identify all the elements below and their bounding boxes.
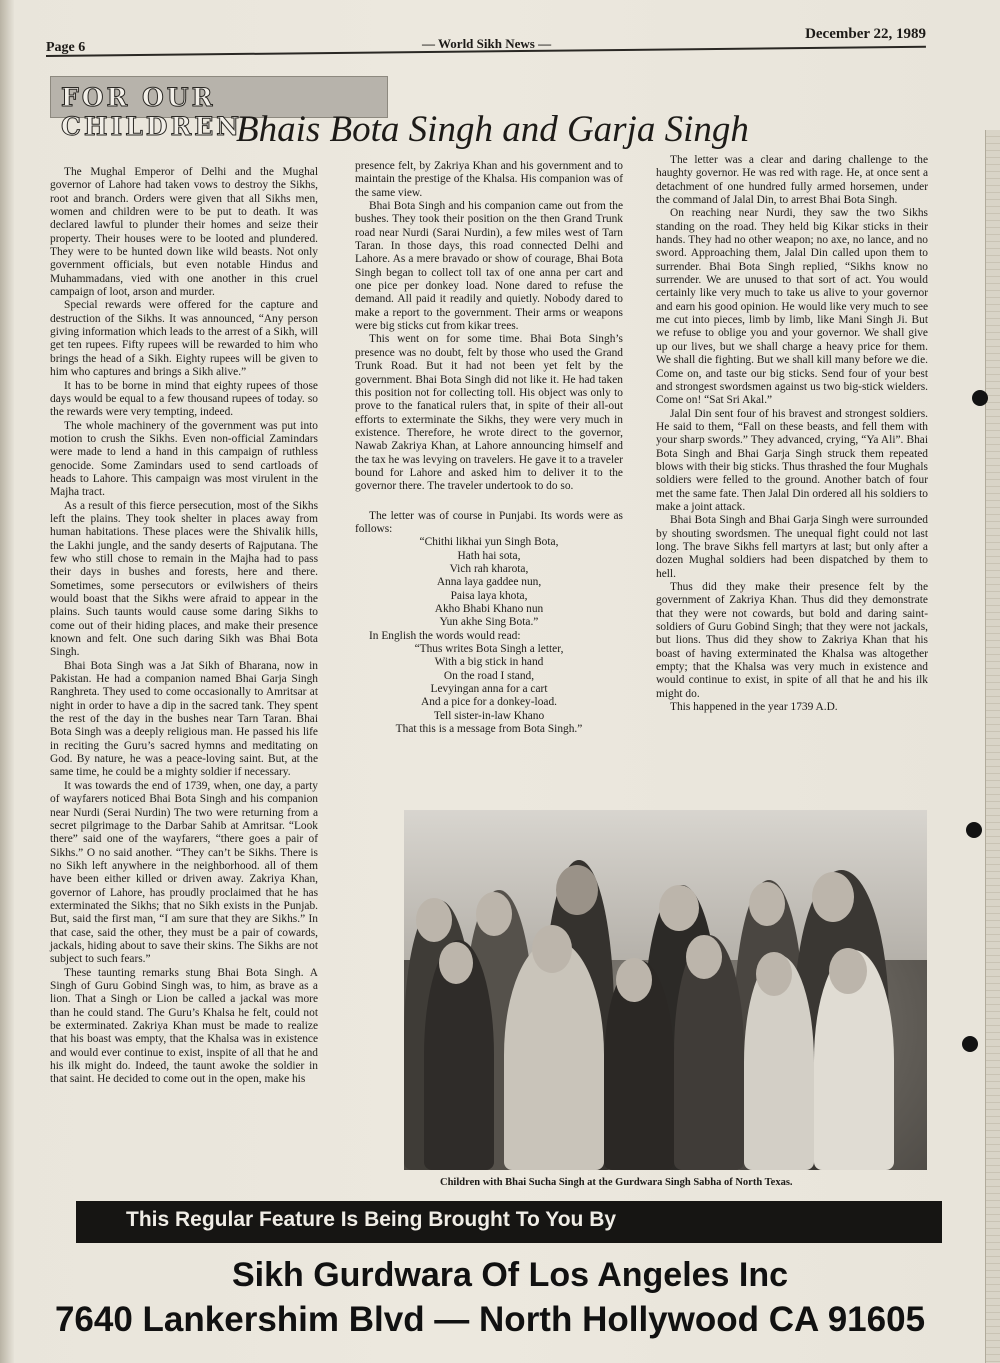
- photo-face: [416, 898, 452, 942]
- paragraph: It was towards the end of 1739, when, one day, a party of wayfarers noticed Bhai Bota Singh and his companion near Nurdi (Serai Nurdin) The two were returning from a secret pilgrimage to the Darbar Sahib at Amritsar. “Look there” said one of the wayfarers, “there goes a pair of Sikhs.” O no said another. “They can’t be Sikhs. There is no Sikh left anywhere in the neighborhood. all of them have been either killed or driven away. Zakriya Khan, governor of Lahore, has proudly proclaimed that he has exterminated the Sikhs; that no Sikh exists in the Punjab. But, said the first man, “I am sure that they are Sikhs.” In that case, said the other, they must be a pair of cowards, jackals, hiding about to save their skins. The Sikhs are not subject to such fears.”: [50, 779, 318, 966]
- paragraph: Bhai Bota Singh and his companion came out from the bushes. They took their position on the then Grand Trunk road near Nurdi (Sarai Nurdin), a few miles west of Tarn Taran. In those days, this road connected Delhi and Lahore. As a mere bravado or show of courage, Bhai Bota Singh began to collect toll tax of one anna per cart and one pice per donkey load. None dared to refuse the demand. All paid it readily and quietly. Nobody dared to make a report to the government. Their arms or weapons were big sticks cut from kikar trees.: [355, 200, 623, 333]
- paragraph: Bhai Bota Singh was a Jat Sikh of Bharana, now in Pakistan. He had a companion named Bhai Garja Singh Ranghreta. They used to come occasionally to Amritsar at night in order to have a dip in the sacred tank. They spent the rest of the day in the bushes near Tarn Taran. Bhai Bota Singh was a deeply religious man. He passed his life in reciting the Guru’s sacred hymns and meditating on God. By nature, he was a peace-loving saint. But, at the same time, he could be a mighty soldier if necessary.: [50, 659, 318, 779]
- binder-hole: [972, 390, 988, 406]
- page-number: Page 6: [46, 40, 86, 55]
- poem-line: And a pice for a donkey-load.: [420, 696, 557, 709]
- photo-face: [829, 948, 867, 994]
- poem-line: Vich rah kharota,: [449, 562, 529, 575]
- photo-face: [686, 935, 722, 979]
- poem-line: Hath hai sota,: [457, 549, 521, 562]
- photo-figure: [504, 940, 604, 1170]
- poem-line: Levyingan anna for a cart: [430, 683, 548, 696]
- photo-face: [812, 872, 854, 922]
- poem-line: Yun akhe Sing Bota.”: [439, 616, 539, 629]
- paragraph: These taunting remarks stung Bhai Bota Singh. A Singh of Guru Gobind Singh was, to him, as brave as a lion. That a Singh or Lion be called a jackal was more than he could stand. The Guru’s Khalsa he felt, could not be exterminated. Zakriya Khan must be made to realize that his boast was empty, that the Khalsa was in existence and would ever continue to exist, inspite of all that he and his ilk might do. Indeed, the taunt awoke the soldier in that saint. He decided to come out in the open, make his: [50, 966, 318, 1086]
- issue-date: December 22, 1989: [805, 26, 926, 42]
- paragraph: On reaching near Nurdi, they saw the two Sikhs standing on the road. They held big Kikar sticks in their hands. They had no other weapon; no axe, no lance, and no sword. Approaching them, Jalal Din called upon them to surrender. Bhai Bota Singh replied, “Sikhs know no surrender. We are unused to that sort of act. You would certainly like very much to take us alive to your governor and earn his good opinion. He would like very much to see me cut into pieces, limb by limb, like Mani Singh Ji. But we refuse to oblige you and your governor. We shall give up our lives, but we shall charge a heavy price for them. We shall die fighting. But we shall kill many before we die. Come on, and taste our big sticks. Send four of your best and strongest swordsmen against us two big-stick wielders. Come on! “Sat Sri Akal.”: [656, 207, 928, 407]
- paragraph: The whole machinery of the government was put into motion to crush the Sikhs. Even non-official Zamindars were made to lend a hand in this campaign of ruthless genocide. Some Zamindars used to send cartloads of heads to Lahore. This campaign was most virulent in the Majha tract.: [50, 419, 318, 499]
- poem-line: “Chithi likhai yun Singh Bota,: [419, 536, 559, 549]
- paragraph: This happened in the year 1739 A.D.: [670, 701, 838, 714]
- english-poem: [355, 643, 623, 736]
- paragraph: Bhai Bota Singh and Bhai Garja Singh were surrounded by shouting swordsmen. The unequal fight could not last long. The brave Sikhs fell martyrs at last; but only after a dozen Mughal soldiers had been dispatched by them to hell.: [656, 514, 928, 580]
- photo-face: [616, 958, 652, 1002]
- photo-face: [756, 952, 792, 996]
- section-title: FOR OUR CHILDREN: [61, 83, 243, 141]
- photo-face: [556, 865, 598, 915]
- poem-line: That this is a message from Bota Singh.”: [395, 723, 583, 736]
- paragraph: In English the words would read:: [369, 629, 521, 642]
- paragraph: The letter was a clear and daring challenge to the haughty governor. He was red with rage. He, at once sent a detachment of one hundred fully armed horsemen, under the command of Jalal Din, to arrest Bhai Bota Singh.: [656, 154, 928, 207]
- paper-name: — World Sikh News —: [422, 36, 552, 51]
- paragraph: presence felt, by Zakriya Khan and his government and to maintain the prestige of the Khalsa. His companion was of the same view.: [355, 160, 623, 199]
- poem-line: On the road I stand,: [443, 669, 535, 682]
- page-edge-shadow: [0, 0, 14, 1363]
- photo-face: [659, 885, 699, 931]
- photo-face: [749, 882, 785, 926]
- paragraph: Jalal Din sent four of his bravest and strongest soldiers. He said to them, “Fall on these beasts, and fell them with your sharp swords.” They advanced, crying, “Ya Ali”. Bhai Bota Singh and Bhai Garja Singh struck them repeated blows with their big sticks. Thus thrashed the four Mughals soldiers were felled to the ground. Another batch of four met the same fate. Then Jalal Din ordered all his soldiers to make a joint attack.: [656, 407, 928, 513]
- binder-hole: [962, 1036, 978, 1052]
- article-headline: Bhais Bota Singh and Garja Singh: [236, 109, 749, 150]
- photo-face: [532, 925, 572, 973]
- photo-face: [439, 942, 473, 984]
- paragraph: The letter was of course in Punjabi. Its words were as follows:: [355, 509, 623, 535]
- punjabi-poem: [355, 536, 623, 629]
- group-photo: [404, 810, 927, 1170]
- poem-line: Paisa laya khota,: [450, 589, 528, 602]
- paragraph: It has to be borne in mind that eighty rupees of those days would be equal to a few thousand rupees of today. so the rewards were very tempting, indeed.: [50, 379, 318, 419]
- paragraph: The Mughal Emperor of Delhi and the Mughal governor of Lahore had taken vows to destroy the Sikhs, root and branch. Orders were given that all Sikhs men, women and children were to be put to death. It was declared lawful to plunder their homes and seize their property. Their houses were to be looted and plundered. They were to be hunted down like wild beasts. Not only government officials, but even notable Hindus and Muhammadans, vied with one another in this cruel campaign of loot, arson and murder.: [50, 166, 318, 299]
- poem-line: “Thus writes Bota Singh a letter,: [414, 643, 564, 656]
- sponsor-banner: [76, 1201, 942, 1243]
- paragraph: Thus did they make their presence felt by the government of Zakriya Khan. Thus did they demonstrate that they were not cowards, but bold and daring saint-soldiers of Guru Gobind Singh; that they were not jackals, but lions. Thus did they show to Zakriya Khan that his boast of having exterminated the Khalsa was altogether empty; that the Khalsa was very much in existence and would continue to exist, in spite of all that he and his ilk might do.: [656, 581, 928, 700]
- photo-caption: Children with Bhai Sucha Singh at the Gurdwara Singh Sabha of North Texas.: [440, 1177, 793, 1188]
- sponsor-address: 7640 Lankershim Blvd — North Hollywood CA 91605: [54, 1300, 926, 1339]
- sponsor-name: Sikh Gurdwara Of Los Angeles Inc: [231, 1256, 789, 1294]
- banner-text: This Regular Feature Is Being Brought To You By: [126, 1208, 617, 1231]
- poem-line: Akho Bhabi Khano nun: [434, 603, 544, 615]
- poem-line: Tell sister-in-law Khano: [433, 709, 545, 722]
- poem-line: Anna laya gaddee nun,: [436, 576, 542, 589]
- column-3: [656, 154, 928, 714]
- binder-strip: [985, 130, 1000, 1363]
- poem-line: With a big stick in hand: [434, 656, 544, 669]
- photo-face: [476, 892, 512, 936]
- column-1: [50, 166, 318, 1087]
- paragraph: This went on for some time. Bhai Bota Singh’s presence was no doubt, felt by those who used the Grand Trunk Road. But it had not been yet felt by the government. Bhai Bota Singh did not like it. He had taken this position not for collecting toll. His object was only to prove to the fanatical rulers that, in spite of their all-out efforts to exterminate the Sikhs, they were very much in existence. Therefore, he wrote direct to the governor, Nawab Zakriya Khan, at Lahore announcing himself and the tax he was levying on travelers. He gave it to a traveler bound for Lahore and asked him to deliver it to the governor there. The traveler undertook to do so.: [355, 333, 623, 493]
- paragraph: As a result of this fierce persecution, most of the Sikhs left the plains. They took shelter in places away from human habitations. These places were the Shivalik hills, the Lakhi jungle, and the sandy deserts of Rajputana. The few who still chose to remain in the Majha had to pass their days in bushes and forests, here and there. Sometimes, some persecutors or evilwishers of theirs would boast that the Sikhs were afraid to appear in the plains. Such taunts would cause some daring Sikhs to come out of their hiding places, and make their presence known and felt. One such daring Sikh was Bhai Bota Singh.: [50, 499, 318, 659]
- paragraph: Special rewards were offered for the capture and destruction of the Sikhs. It was announced, “Any person giving information which leads to the arrest of a Sikh, will get ten rupees. Fifty rupees will be rewarded to him who brings the head of a Sikh. Eighty rupees will be given to him who captures and brings a Sikh alive.”: [50, 299, 318, 379]
- column-2: [355, 160, 623, 736]
- binder-hole: [966, 822, 982, 838]
